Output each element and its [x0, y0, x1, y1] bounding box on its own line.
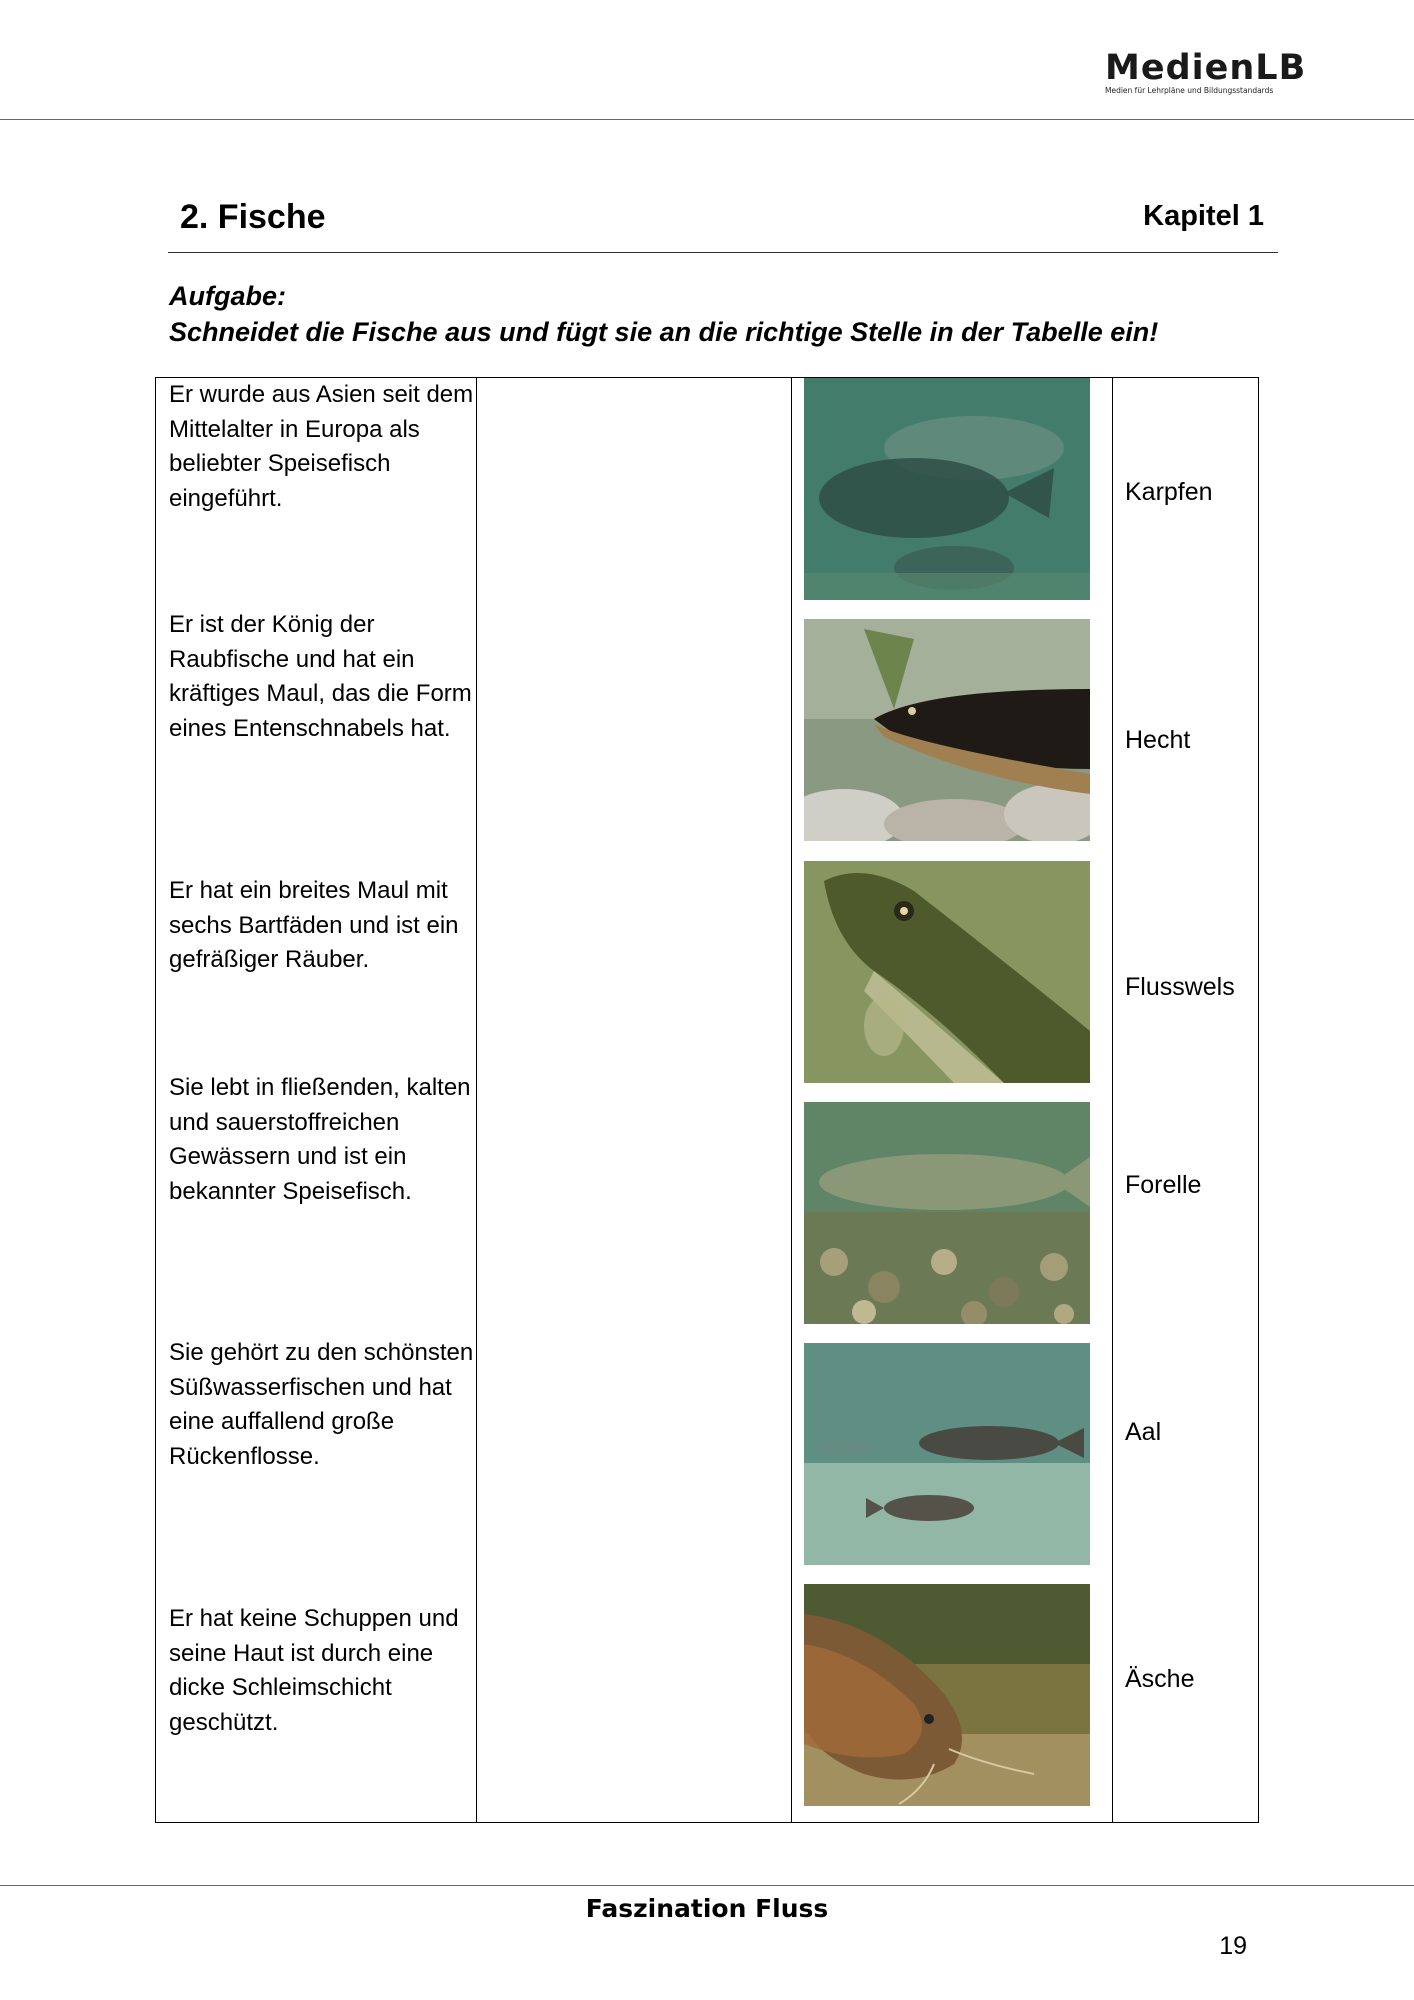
- fish-description: Sie gehört zu den schönsten Süßwasserfischen und hat eine auffallend große Rückenflosse.: [169, 1339, 474, 1470]
- worksheet-table: [155, 377, 1259, 1823]
- fish-description: Er hat ein breites Maul mit sechs Bartfäden und ist ein gefräßiger Räuber.: [169, 877, 459, 973]
- logo-wordmark: MedienLB: [1105, 48, 1307, 88]
- section-title: 2. Fische: [180, 198, 326, 236]
- page-number: 19: [1219, 1932, 1247, 1960]
- task-label: Aufgabe:: [169, 281, 286, 311]
- fish-name: Flusswels: [1125, 973, 1235, 1001]
- footer-title: Faszination Fluss: [585, 1894, 829, 1923]
- task-block: [169, 278, 1158, 350]
- title-divider: [168, 252, 1278, 253]
- footer-divider: [0, 1885, 1414, 1886]
- fish-name: Forelle: [1125, 1171, 1202, 1199]
- column-divider: [791, 378, 792, 1822]
- trout-photo: [804, 1343, 1090, 1565]
- header-divider: [0, 119, 1414, 120]
- fish-description: Sie lebt in fließenden, kalten und sauerstoffreichen Gewässern und ist ein bekannter Speisefisch.: [169, 1074, 471, 1205]
- pike-photo: [804, 861, 1090, 1083]
- column-divider: [1112, 378, 1113, 1822]
- fish-name: Äsche: [1125, 1665, 1195, 1693]
- grayling-photo: [804, 1102, 1090, 1324]
- chapter-label: Kapitel 1: [1143, 200, 1264, 232]
- task-instruction: Schneidet die Fische aus und fügt sie an die richtige Stelle in der Tabelle ein!: [169, 317, 1159, 347]
- fish-description: Er hat keine Schuppen und seine Haut ist durch eine dicke Schleimschicht geschützt.: [169, 1605, 459, 1736]
- fish-name: Hecht: [1125, 726, 1191, 754]
- carp-photo: [804, 378, 1090, 600]
- logo-tagline: Medien für Lehrpläne und Bildungsstandards: [1105, 86, 1274, 95]
- fish-name: Karpfen: [1125, 478, 1213, 506]
- fish-name: Aal: [1125, 1418, 1162, 1446]
- fish-description: Er wurde aus Asien seit dem Mittelalter in Europa als beliebter Speisefisch eingeführt.: [169, 381, 474, 512]
- catfish-photo: [804, 1584, 1090, 1806]
- medienlb-logo: [1105, 48, 1307, 95]
- eel-photo: [804, 619, 1090, 841]
- fish-description: Er ist der König der Raubfische und hat ein kräftiges Maul, das die Form eines Entenschnabels hat.: [169, 611, 472, 742]
